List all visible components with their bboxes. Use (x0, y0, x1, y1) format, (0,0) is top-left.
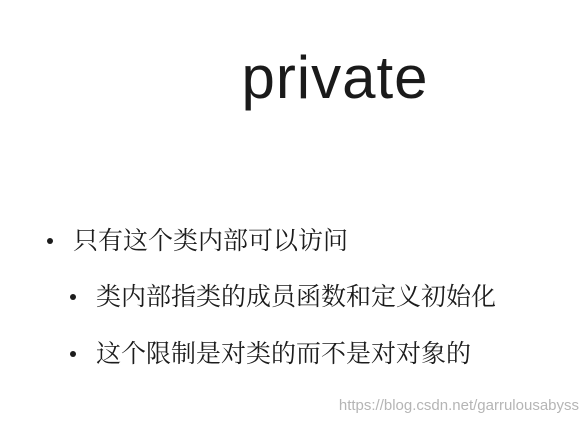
bullet-dot-icon (70, 294, 76, 300)
watermark-url: https://blog.csdn.net/garrulousabyss (338, 397, 579, 414)
bullet-dot-icon (47, 238, 53, 244)
bullet-text: 只有这个类内部可以访问 (73, 226, 349, 255)
bullet-item-level1 (47, 228, 348, 253)
bullet-item-level2 (70, 341, 471, 366)
bullet-item-level2 (70, 284, 496, 309)
bullet-dot-icon (70, 351, 76, 357)
bullet-text: 类内部指类的成员函数和定义初始化 (96, 282, 497, 311)
slide-title: private (241, 44, 429, 111)
bullet-text: 这个限制是对类的而不是对对象的 (96, 339, 472, 368)
